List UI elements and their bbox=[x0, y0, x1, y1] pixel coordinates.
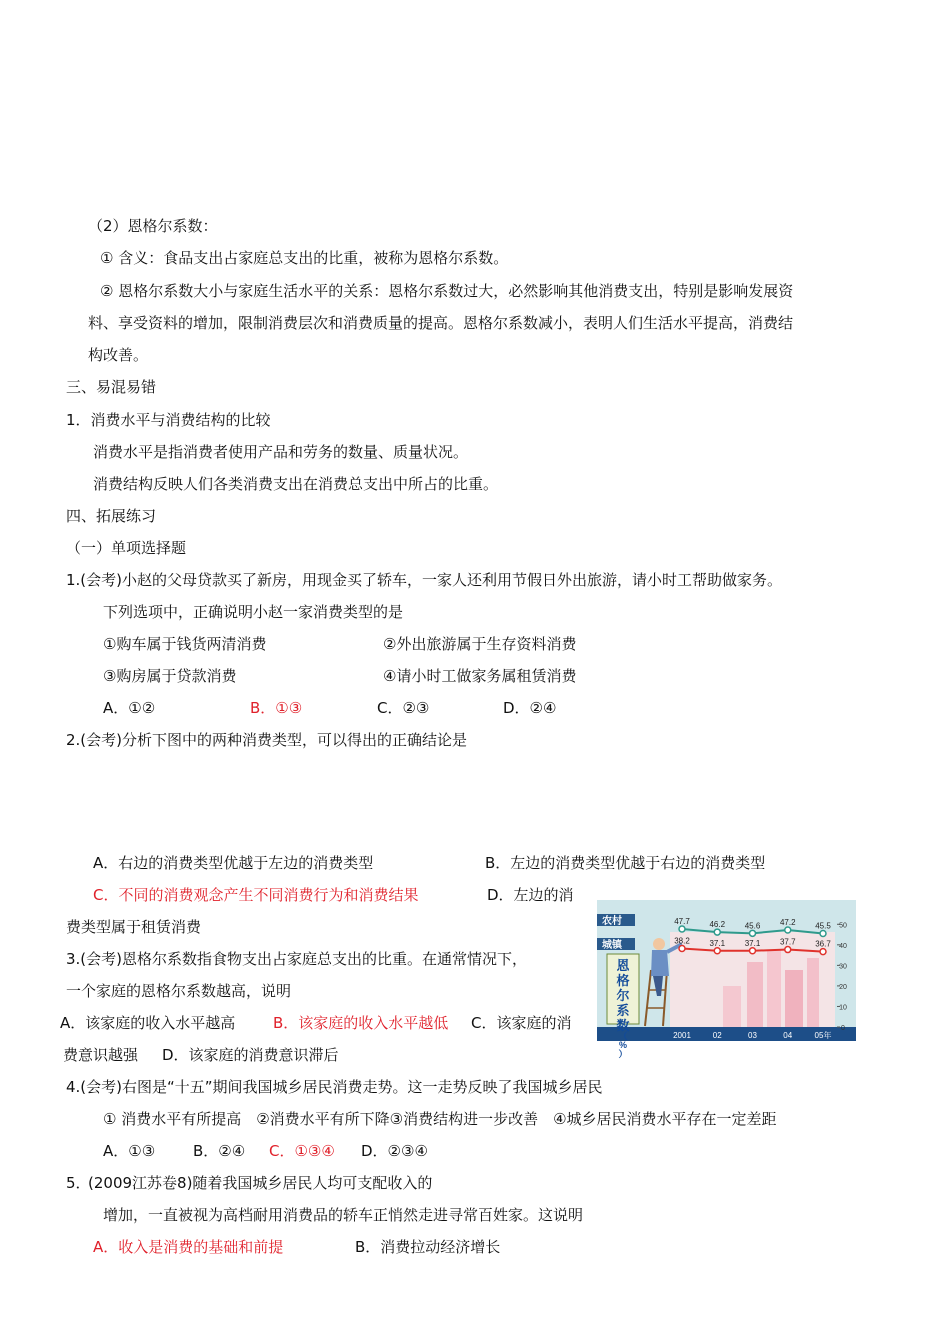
q1-stem-line-2: 下列选项中，正确说明小赵一家消费类型的是 bbox=[103, 603, 404, 621]
data-point bbox=[785, 927, 791, 933]
engel-relation-line-2: 料、享受资料的增加，限制消费层次和消费质量的提高。恩格尔系数减小，表明人们生活水平提高，消费结 bbox=[88, 314, 794, 332]
consumption-level-definition: 消费水平是指消费者使用产品和劳务的数量、质量状况。 bbox=[93, 443, 469, 461]
data-label: 37.1 bbox=[744, 938, 761, 948]
urban-series-label: 城镇 bbox=[602, 940, 622, 951]
q5-stem-line-1: (2009江苏卷8)随着我国城乡居民人均可支配收入的 bbox=[88, 1174, 433, 1192]
q2-stem: 2.(会考)分析下图中的两种消费类型，可以得出的正确结论是 bbox=[66, 731, 468, 749]
q3-choice-d: D．该家庭的消费意识滞后 bbox=[162, 1046, 339, 1064]
x-tick-label: 2001 bbox=[673, 1031, 691, 1040]
data-point bbox=[820, 931, 826, 937]
q2-choice-d-line-2: 费类型属于租赁消费 bbox=[66, 918, 202, 936]
engel-relation-line-1: ② 恩格尔系数大小与家庭生活水平的关系：恩格尔系数过大，必然影响其他消费支出，特别是影响发展资 bbox=[100, 282, 794, 300]
q4-stem: 4.(会考)右图是“十五”期间我国城乡居民消费走势。这一走势反映了我国城乡居民 bbox=[66, 1078, 603, 1096]
data-point bbox=[750, 930, 756, 936]
engel-heading: （2）恩格尔系数： bbox=[88, 217, 218, 235]
q1-option-3: ③购房属于贷款消费 bbox=[103, 667, 237, 685]
x-tick-label: 05年 bbox=[814, 1031, 832, 1040]
data-label: 37.1 bbox=[709, 938, 726, 948]
data-label: 46.2 bbox=[709, 920, 726, 930]
chart-y-axis-title: 恩格尔系数（%） bbox=[616, 958, 630, 1059]
q1-stem-line-1: 1.(会考)小赵的父母贷款买了新房，用现金买了轿车，一家人还利用节假日外出旅游，请小时工帮助做家务。 bbox=[66, 571, 783, 589]
x-tick-label: 03 bbox=[748, 1031, 757, 1040]
data-label: 45.5 bbox=[815, 921, 831, 931]
data-label: 47.7 bbox=[674, 916, 690, 926]
q4-options: ① 消费水平有所提高 ②消费水平有所下降③消费结构进一步改善 ④城乡居民消费水平存在一定差距 bbox=[103, 1110, 777, 1128]
q5-stem-line-2: 增加，一直被视为高档耐用消费品的轿车正悄然走进寻常百姓家。这说明 bbox=[103, 1206, 584, 1224]
q3-choice-c-line-1: C．该家庭的消 bbox=[471, 1014, 572, 1032]
y-tick-label: 40 bbox=[839, 942, 847, 950]
data-point bbox=[750, 948, 756, 954]
data-point bbox=[679, 946, 685, 952]
q1-option-1: ①购车属于钱货两清消费 bbox=[103, 635, 267, 653]
engel-relation-line-3: 构改善。 bbox=[88, 346, 149, 364]
practice-subheading: （一）单项选择题 bbox=[66, 539, 187, 557]
x-tick-label: 04 bbox=[783, 1031, 793, 1040]
y-tick-label: 20 bbox=[839, 983, 847, 991]
q5-number: 5． bbox=[66, 1174, 91, 1192]
data-point bbox=[785, 947, 791, 953]
y-tick-label: 10 bbox=[839, 1004, 847, 1012]
q4-choice-a: A．①③ bbox=[103, 1142, 156, 1160]
data-point bbox=[820, 949, 826, 955]
rural-series-label: 农村 bbox=[602, 916, 622, 927]
consumption-structure-definition: 消费结构反映人们各类消费支出在消费总支出中所占的比重。 bbox=[93, 475, 499, 493]
q1-choice-a: A．①② bbox=[103, 699, 156, 717]
data-label: 37.7 bbox=[779, 937, 796, 947]
q3-choice-c-line-2: 费意识越强 bbox=[63, 1046, 139, 1064]
q1-choice-d: D．②④ bbox=[503, 699, 557, 717]
engel-meaning: ① 含义：食品支出占家庭总支出的比重，被称为恩格尔系数。 bbox=[100, 249, 509, 267]
q2-choice-d-line-1: D．左边的消 bbox=[487, 886, 574, 904]
y-tick-label: 30 bbox=[839, 963, 847, 971]
data-point bbox=[714, 948, 720, 954]
q2-choice-a: A．右边的消费类型优越于左边的消费类型 bbox=[93, 854, 374, 872]
q4-choice-b: B．②④ bbox=[193, 1142, 246, 1160]
data-label: 38.2 bbox=[674, 936, 690, 946]
q3-stem-line-1: 3.(会考)恩格尔系数指食物支出占家庭总支出的比重。在通常情况下， bbox=[66, 950, 528, 968]
data-label: 36.7 bbox=[815, 939, 831, 949]
q3-choice-b-answer: B．该家庭的收入水平越低 bbox=[273, 1014, 449, 1032]
y-tick-label: 0 bbox=[841, 1025, 845, 1032]
engel-chart-svg bbox=[597, 900, 856, 1059]
q1-choice-b-answer: B．①③ bbox=[250, 699, 303, 717]
x-tick-label: 02 bbox=[712, 1031, 722, 1040]
data-label: 45.6 bbox=[744, 921, 761, 931]
q2-choice-c-answer: C．不同的消费观念产生不同消费行为和消费结果 bbox=[93, 886, 419, 904]
data-point bbox=[714, 929, 720, 935]
q1-option-4: ④请小时工做家务属租赁消费 bbox=[383, 667, 577, 685]
q3-stem-line-2: 一个家庭的恩格尔系数越高，说明 bbox=[66, 982, 292, 1000]
q4-choice-d: D．②③④ bbox=[361, 1142, 428, 1160]
q5-choice-b: B．消费拉动经济增长 bbox=[355, 1238, 501, 1256]
q1-option-2: ②外出旅游属于生存资料消费 bbox=[383, 635, 577, 653]
q5-choice-a-answer: A．收入是消费的基础和前提 bbox=[93, 1238, 284, 1256]
data-point bbox=[679, 926, 685, 932]
q2-choice-b: B．左边的消费类型优越于右边的消费类型 bbox=[485, 854, 766, 872]
confusion-item-title: 1．消费水平与消费结构的比较 bbox=[66, 411, 271, 429]
q4-choice-c-answer: C．①③④ bbox=[269, 1142, 335, 1160]
confusion-heading: 三、易混易错 bbox=[66, 378, 157, 396]
data-label: 47.2 bbox=[779, 918, 796, 928]
q3-choice-a: A．该家庭的收入水平越高 bbox=[60, 1014, 236, 1032]
y-tick-label: 50 bbox=[839, 922, 847, 930]
engel-coefficient-chart bbox=[597, 900, 856, 1059]
practice-heading: 四、拓展练习 bbox=[66, 507, 157, 525]
q1-choice-c: C．②③ bbox=[377, 699, 430, 717]
